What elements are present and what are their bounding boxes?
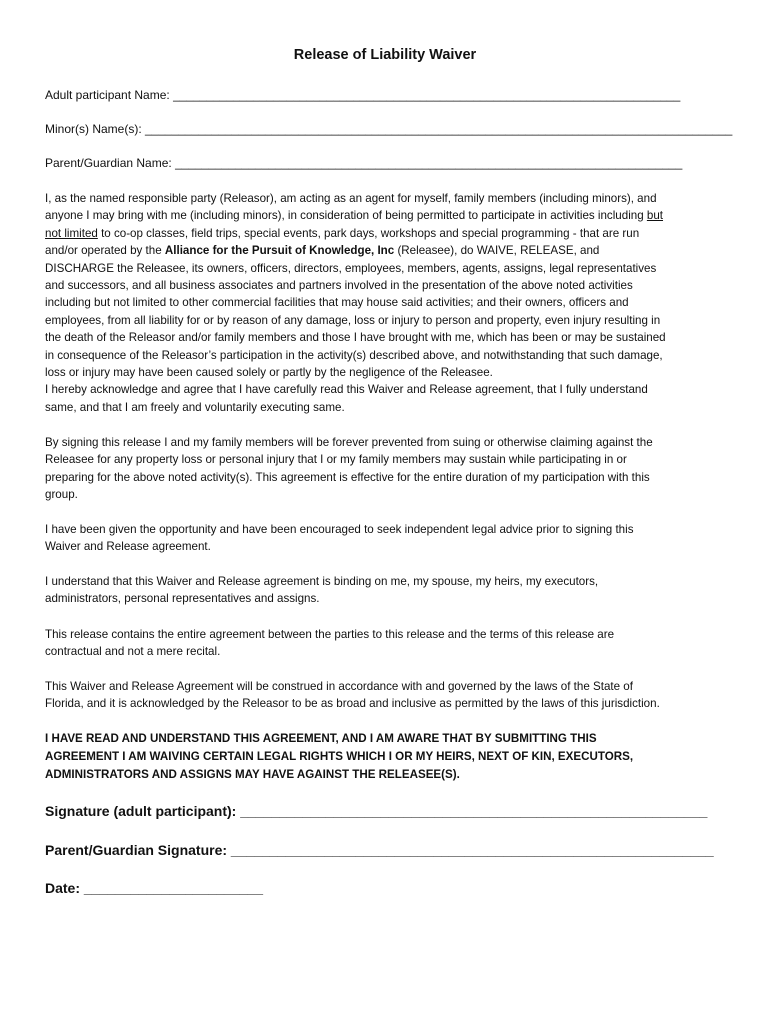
text-line: in consequence of the Releasor’s participation in the activity(s) described above, and notwithstanding that such damage, bbox=[45, 348, 663, 362]
text-line: I understand that this Waiver and Release agreement is binding on me, my spouse, my heirs, my executors, bbox=[45, 575, 599, 588]
text-segment: (Releasee), do WAIVE, RELEASE, and bbox=[394, 244, 600, 258]
release-paragraph bbox=[45, 190, 735, 416]
text-line: Waiver and Release agreement. bbox=[45, 540, 211, 554]
text-line: DISCHARGE the Releasee, its owners, officers, directors, employees, members, agents, assigns, legal representatives bbox=[45, 261, 657, 275]
text-line: administrators, personal representatives and assigns. bbox=[45, 592, 320, 606]
entire-agreement-paragraph bbox=[45, 626, 735, 661]
minor-names-field[interactable]: Minor(s) Name(s): ________________________________________________________________________________________ bbox=[45, 122, 733, 136]
guardian-signature-field[interactable]: Parent/Guardian Signature: ______________________________________________________________ bbox=[45, 842, 714, 858]
text-line: the death of the Releasor and/or family members and those I have brought with me, which has been or may be sustained bbox=[45, 331, 666, 345]
legal-advice-paragraph bbox=[45, 521, 735, 556]
text-segment: and/or operated by the bbox=[45, 244, 165, 258]
text-segment: anyone I may bring with me (including minors), in consideration of being permitted to participate in activities including bbox=[45, 209, 647, 223]
text-line: same, and that I am freely and voluntarily executing same. bbox=[45, 400, 345, 414]
adult-signature-field[interactable]: Signature (adult participant): ____________________________________________________________ bbox=[45, 803, 708, 819]
text-line: I hereby acknowledge and agree that I have carefully read this Waiver and Release agreement, that I fully understand bbox=[45, 383, 648, 397]
text-line: contractual and not a mere recital. bbox=[45, 645, 221, 659]
text-line: employees, from all liability for or by reason of any damage, loss or injury to person and property, even injury resulting in bbox=[45, 313, 661, 327]
text-line: ADMINISTRATORS AND ASSIGNS MAY HAVE AGAINST THE RELEASEE(S). bbox=[45, 768, 460, 781]
text-line: I, as the named responsible party (Releasor), am acting as an agent for myself, family members (including minors), and bbox=[45, 192, 657, 205]
text-line bbox=[45, 225, 735, 242]
text-line: Florida, and it is acknowledged by the Releasor to be as broad and inclusive as permitted by the laws of this jurisdiction. bbox=[45, 697, 660, 711]
binding-paragraph bbox=[45, 573, 735, 608]
acknowledgement-statement bbox=[45, 730, 735, 784]
governing-law-paragraph bbox=[45, 678, 735, 713]
text-line: This Waiver and Release Agreement will be construed in accordance with and governed by the laws of the State of bbox=[45, 680, 633, 693]
text-line bbox=[45, 207, 735, 224]
no-suit-paragraph bbox=[45, 434, 735, 504]
text-segment: to co-op classes, field trips, special events, park days, workshops and special programming - that are run bbox=[97, 226, 640, 240]
text-line: I have been given the opportunity and have been encouraged to seek independent legal advice prior to signing this bbox=[45, 523, 634, 536]
underlined-text: but bbox=[646, 209, 664, 223]
underlined-text: not limited bbox=[45, 226, 98, 240]
text-line: I HAVE READ AND UNDERSTAND THIS AGREEMENT, AND I AM AWARE THAT BY SUBMITTING THIS bbox=[45, 732, 597, 745]
text-line: including but not limited to other commercial facilities that may house said activities; and their owners, officers and bbox=[45, 296, 629, 310]
text-line: loss or injury may have been caused solely or partly by the negligence of the Releasee. bbox=[45, 366, 493, 380]
text-line: group. bbox=[45, 488, 78, 502]
organization-name: Alliance for the Pursuit of Knowledge, Inc bbox=[164, 244, 395, 258]
text-line: preparing for the above noted activity(s). This agreement is effective for the entire duration of my participation with this bbox=[45, 470, 650, 484]
adult-participant-name-field[interactable]: Adult participant Name: ____________________________________________________________________________ bbox=[45, 88, 681, 102]
text-line: and successors, and all business associates and partners involved in the presentation of the above noted activities bbox=[45, 279, 633, 293]
text-line: By signing this release I and my family members will be forever prevented from suing or otherwise claiming against the bbox=[45, 436, 653, 449]
text-line: AGREEMENT I AM WAIVING CERTAIN LEGAL RIGHTS WHICH I OR MY HEIRS, NEXT OF KIN, EXECUTORS, bbox=[45, 750, 634, 763]
document-title: Release of Liability Waiver bbox=[293, 47, 477, 63]
text-line bbox=[45, 242, 735, 259]
text-line: Releasee for any property loss or personal injury that I or my family members may sustain while participating in or bbox=[45, 453, 627, 467]
date-field[interactable]: Date: _______________________ bbox=[45, 880, 263, 896]
text-line: This release contains the entire agreement between the parties to this release and the terms of this release are bbox=[45, 628, 615, 641]
parent-guardian-name-field[interactable]: Parent/Guardian Name: ____________________________________________________________________________ bbox=[45, 156, 683, 170]
